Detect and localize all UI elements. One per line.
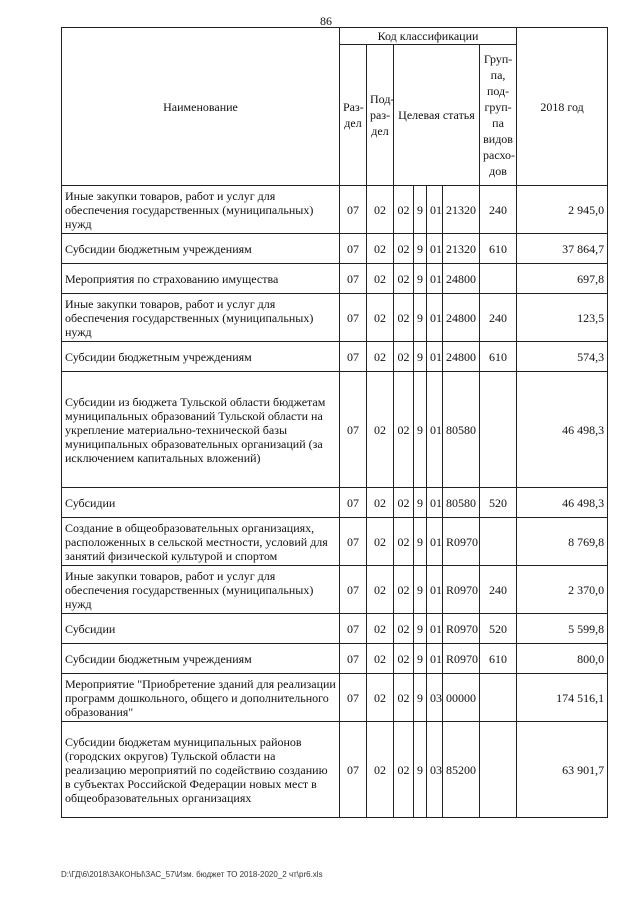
row-target-direction: R0970	[443, 518, 480, 566]
row-podrazdel: 02	[367, 518, 394, 566]
row-target-program: 02	[394, 342, 414, 372]
row-razdel: 07	[340, 264, 367, 294]
row-name: Иные закупки товаров, работ и услуг для обеспечения государственных (муниципальных) нужд	[62, 566, 340, 614]
row-target-program: 02	[394, 644, 414, 674]
row-podrazdel: 02	[367, 614, 394, 644]
row-amount: 5 599,8	[517, 614, 608, 644]
row-podrazdel: 02	[367, 234, 394, 264]
row-amount: 123,5	[517, 294, 608, 342]
row-razdel: 07	[340, 614, 367, 644]
row-expense-type	[480, 372, 517, 488]
row-name: Субсидии бюджетным учреждениям	[62, 342, 340, 372]
row-amount: 2 370,0	[517, 566, 608, 614]
file-path-footer: D:\ГД\6\2018\ЗАКОНЫ\ЗАС_57\Изм. бюджет ТО 2018-2020_2 чт\pr6.xls	[61, 870, 323, 879]
row-target-type: 9	[414, 674, 427, 722]
row-podrazdel: 02	[367, 566, 394, 614]
row-target-direction: 21320	[443, 186, 480, 234]
row-target-type: 9	[414, 722, 427, 818]
row-target-direction: R0970	[443, 566, 480, 614]
row-target-type: 9	[414, 372, 427, 488]
table-row	[62, 614, 608, 644]
row-amount: 63 901,7	[517, 722, 608, 818]
row-name: Мероприятие "Приобретение зданий для реализации программ дошкольного, общего и дополнительного образования"	[62, 674, 340, 722]
row-target-type: 9	[414, 644, 427, 674]
row-razdel: 07	[340, 234, 367, 264]
row-target-subprogram: 01	[427, 644, 443, 674]
row-expense-type: 240	[480, 566, 517, 614]
row-target-subprogram: 01	[427, 488, 443, 518]
row-razdel: 07	[340, 186, 367, 234]
row-target-type: 9	[414, 264, 427, 294]
header-subsection: Под- раз- дел	[367, 45, 394, 186]
header-group: Груп- па, под- груп- па видов расхо- дов	[480, 45, 517, 186]
table-row	[62, 488, 608, 518]
budget-table	[61, 27, 608, 818]
row-target-direction: 21320	[443, 234, 480, 264]
row-razdel: 07	[340, 294, 367, 342]
row-amount: 2 945,0	[517, 186, 608, 234]
row-target-subprogram: 01	[427, 566, 443, 614]
header-year: 2018 год	[517, 28, 608, 186]
row-expense-type	[480, 264, 517, 294]
row-razdel: 07	[340, 372, 367, 488]
row-target-subprogram: 03	[427, 722, 443, 818]
row-target-subprogram: 01	[427, 614, 443, 644]
row-razdel: 07	[340, 518, 367, 566]
row-target-direction: R0970	[443, 614, 480, 644]
row-name: Субсидии бюджетам муниципальных районов (городских округов) Тульской области на реализацию мероприятий по содействию созданию в субъектах Российской Федерации новых мест в общеобразовательных организациях	[62, 722, 340, 818]
row-target-subprogram: 01	[427, 518, 443, 566]
row-target-program: 02	[394, 722, 414, 818]
row-target-program: 02	[394, 614, 414, 644]
row-name: Иные закупки товаров, работ и услуг для обеспечения государственных (муниципальных) нужд	[62, 186, 340, 234]
table-row	[62, 372, 608, 488]
row-target-program: 02	[394, 518, 414, 566]
table-row	[62, 342, 608, 372]
row-target-direction: 00000	[443, 674, 480, 722]
row-target-direction: 24800	[443, 264, 480, 294]
row-name: Субсидии	[62, 488, 340, 518]
table-header-row	[62, 28, 608, 45]
row-podrazdel: 02	[367, 722, 394, 818]
row-target-direction: 24800	[443, 342, 480, 372]
row-expense-type	[480, 674, 517, 722]
page-number: 86	[320, 14, 332, 28]
row-podrazdel: 02	[367, 186, 394, 234]
row-target-direction: 85200	[443, 722, 480, 818]
row-expense-type	[480, 722, 517, 818]
table-row	[62, 644, 608, 674]
row-target-direction: 80580	[443, 372, 480, 488]
table-row	[62, 234, 608, 264]
row-target-type: 9	[414, 614, 427, 644]
row-target-type: 9	[414, 294, 427, 342]
header-target: Целевая статья	[394, 45, 480, 186]
row-target-direction: 24800	[443, 294, 480, 342]
row-target-program: 02	[394, 294, 414, 342]
table-row	[62, 722, 608, 818]
row-expense-type	[480, 518, 517, 566]
row-expense-type: 610	[480, 644, 517, 674]
row-target-type: 9	[414, 186, 427, 234]
table-row	[62, 566, 608, 614]
table-row	[62, 294, 608, 342]
table-row	[62, 264, 608, 294]
row-target-direction: R0970	[443, 644, 480, 674]
row-target-type: 9	[414, 518, 427, 566]
row-target-subprogram: 01	[427, 294, 443, 342]
row-expense-type: 610	[480, 342, 517, 372]
row-podrazdel: 02	[367, 644, 394, 674]
row-expense-type: 240	[480, 186, 517, 234]
header-name: Наименование	[62, 28, 340, 186]
row-expense-type: 240	[480, 294, 517, 342]
row-name: Иные закупки товаров, работ и услуг для обеспечения государственных (муниципальных) нужд	[62, 294, 340, 342]
row-target-type: 9	[414, 488, 427, 518]
row-target-subprogram: 01	[427, 234, 443, 264]
header-section: Раз- дел	[340, 45, 367, 186]
row-target-program: 02	[394, 186, 414, 234]
row-amount: 8 769,8	[517, 518, 608, 566]
row-target-subprogram: 01	[427, 372, 443, 488]
row-razdel: 07	[340, 644, 367, 674]
table-row	[62, 518, 608, 566]
row-name: Субсидии	[62, 614, 340, 644]
row-target-type: 9	[414, 342, 427, 372]
header-classification: Код классификации	[340, 28, 517, 45]
row-expense-type: 520	[480, 614, 517, 644]
row-podrazdel: 02	[367, 372, 394, 488]
row-amount: 46 498,3	[517, 488, 608, 518]
row-podrazdel: 02	[367, 488, 394, 518]
row-name: Субсидии бюджетным учреждениям	[62, 644, 340, 674]
row-amount: 800,0	[517, 644, 608, 674]
row-razdel: 07	[340, 674, 367, 722]
row-target-program: 02	[394, 264, 414, 294]
row-name: Субсидии бюджетным учреждениям	[62, 234, 340, 264]
row-target-program: 02	[394, 234, 414, 264]
row-target-subprogram: 03	[427, 674, 443, 722]
row-name: Мероприятия по страхованию имущества	[62, 264, 340, 294]
row-amount: 174 516,1	[517, 674, 608, 722]
row-expense-type: 520	[480, 488, 517, 518]
row-expense-type: 610	[480, 234, 517, 264]
row-podrazdel: 02	[367, 294, 394, 342]
table-row	[62, 674, 608, 722]
row-target-program: 02	[394, 372, 414, 488]
row-amount: 697,8	[517, 264, 608, 294]
row-target-type: 9	[414, 234, 427, 264]
row-amount: 46 498,3	[517, 372, 608, 488]
row-name: Субсидии из бюджета Тульской области бюджетам муниципальных образований Тульской области на укрепление материально-технической базы муниципальных образовательных организаций (за исключением капитальных вложений)	[62, 372, 340, 488]
row-target-program: 02	[394, 488, 414, 518]
row-razdel: 07	[340, 342, 367, 372]
row-target-subprogram: 01	[427, 342, 443, 372]
row-name: Создание в общеобразовательных организациях, расположенных в сельской местности, условий для занятий физической культурой и спортом	[62, 518, 340, 566]
row-target-subprogram: 01	[427, 264, 443, 294]
table-body	[62, 186, 608, 818]
row-razdel: 07	[340, 488, 367, 518]
row-amount: 574,3	[517, 342, 608, 372]
row-podrazdel: 02	[367, 342, 394, 372]
row-razdel: 07	[340, 722, 367, 818]
table-row	[62, 186, 608, 234]
row-target-program: 02	[394, 674, 414, 722]
row-target-subprogram: 01	[427, 186, 443, 234]
row-razdel: 07	[340, 566, 367, 614]
row-target-program: 02	[394, 566, 414, 614]
row-amount: 37 864,7	[517, 234, 608, 264]
row-target-type: 9	[414, 566, 427, 614]
row-podrazdel: 02	[367, 674, 394, 722]
row-target-direction: 80580	[443, 488, 480, 518]
row-podrazdel: 02	[367, 264, 394, 294]
